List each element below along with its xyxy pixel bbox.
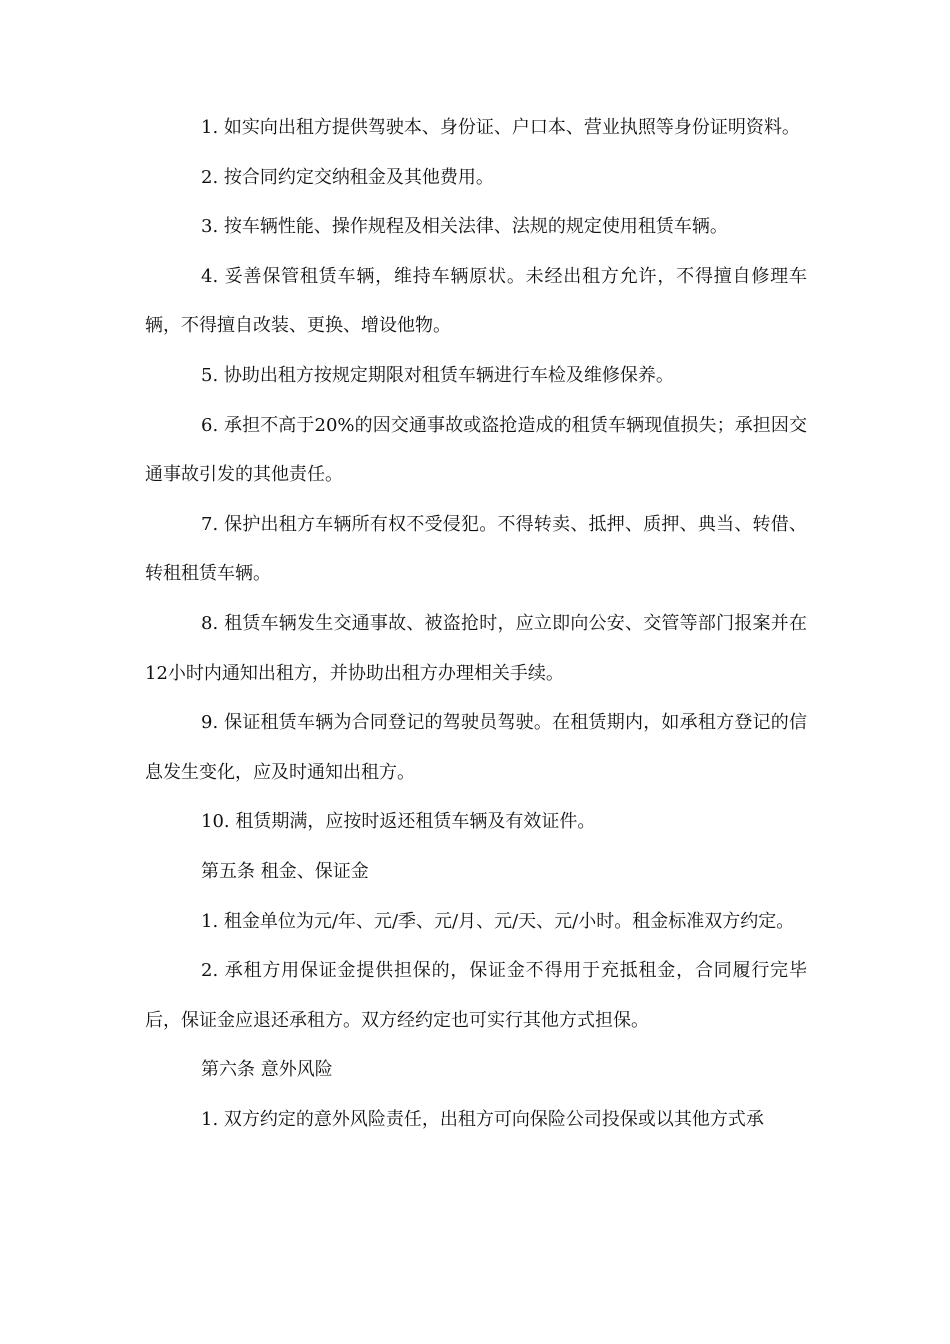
rent-clause-2: 2. 承租方用保证金提供担保的，保证金不得用于充抵租金，合同履行完毕后，保证金应退还承租方。双方经约定也可实行其他方式担保。 <box>145 960 807 1031</box>
document-body <box>145 103 807 1144</box>
clause-item-6: 6. 承担不高于20%的因交通事故或盗抢造成的租赁车辆现值损失；承担因交通事故引发的其他责任。 <box>145 414 807 486</box>
section-heading-5: 第五条 租金、保证金 <box>201 860 369 882</box>
section-heading-6: 第六条 意外风险 <box>201 1059 333 1081</box>
clause-item-3: 3. 按车辆性能、操作规程及相关法律、法规的规定使用租赁车辆。 <box>201 216 728 238</box>
risk-clause-1: 1. 双方约定的意外风险责任，出租方可向保险公司投保或以其他方式承 <box>201 1108 764 1130</box>
clause-item-4: 4. 妥善保管租赁车辆，维持车辆原状。未经出租方允许，不得擅自修理车辆，不得擅自改装、更换、增设他物。 <box>145 265 807 337</box>
rent-clause-1: 1. 租金单位为元/年、元/季、元/月、元/天、元/小时。租金标准双方约定。 <box>201 910 795 932</box>
clause-item-7: 7. 保护出租方车辆所有权不受侵犯。不得转卖、抵押、质押、典当、转借、转租租赁车辆。 <box>145 513 807 585</box>
clause-item-9: 9. 保证租赁车辆为合同登记的驾驶员驾驶。在租赁期内，如承租方登记的信息发生变化，应及时通知出租方。 <box>145 712 807 783</box>
clause-item-1: 1. 如实向出租方提供驾驶本、身份证、户口本、营业执照等身份证明资料。 <box>201 117 800 138</box>
clause-item-5: 5. 协助出租方按规定期限对租赁车辆进行车检及维修保养。 <box>201 364 674 386</box>
clause-item-2: 2. 按合同约定交纳租金及其他费用。 <box>201 166 494 188</box>
clause-item-8: 8. 租赁车辆发生交通事故、被盗抢时，应立即向公安、交管等部门报案并在12小时内通知出租方，并协助出租方办理相关手续。 <box>145 612 807 684</box>
clause-item-10: 10. 租赁期满，应按时返还租赁车辆及有效证件。 <box>201 811 596 833</box>
